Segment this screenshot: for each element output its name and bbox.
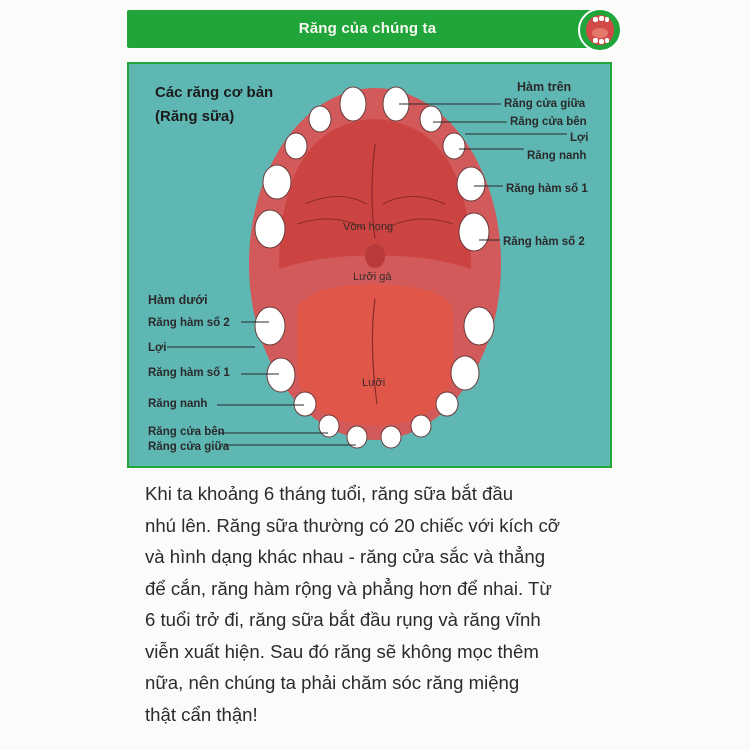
label-upper-central-incisor: Răng cửa giữa (504, 98, 586, 110)
lower-first-molar-right (451, 356, 479, 390)
upper-second-molar-left (255, 210, 285, 248)
header-bar (127, 10, 608, 48)
label-tongue: Lưỡi (362, 377, 386, 389)
lower-lateral-incisor-right (411, 415, 431, 437)
label-upper-second-molar: Răng hàm số 2 (503, 236, 585, 248)
upper-canine-right (443, 133, 465, 159)
page-title: Răng của chúng ta (298, 20, 437, 37)
label-upper-first-molar: Răng hàm số 1 (506, 183, 588, 195)
label-palate: Vòm họng (343, 221, 394, 233)
paragraph-line: để cắn, răng hàm rộng và phẳng hơn để nhai. Từ (145, 577, 552, 599)
lower-second-molar-left (255, 307, 285, 345)
paragraph-line: nhú lên. Răng sữa thường có 20 chiếc với kích cỡ (145, 514, 560, 536)
lower-canine-left (294, 392, 316, 416)
teeth-diagram (127, 62, 612, 468)
upper-first-molar-left (263, 165, 291, 199)
label-lower-first-molar: Răng hàm số 1 (148, 367, 230, 379)
label-upper-canine: Răng nanh (527, 150, 587, 162)
label-lower-lateral-incisor: Răng cửa bên (148, 426, 225, 438)
upper-first-molar-right (457, 167, 485, 201)
upper-lateral-incisor-right (420, 106, 442, 132)
upper-second-molar-right (459, 213, 489, 251)
label-upper-gum: Lợi (570, 132, 589, 144)
label-lower-gum: Lợi (148, 342, 167, 354)
tongue (297, 284, 453, 426)
lower-jaw-heading: Hàm dưới (148, 293, 208, 307)
label-upper-lateral-incisor: Răng cửa bên (510, 116, 587, 128)
paragraph-line: thật cẩn thận! (145, 703, 258, 725)
lower-lateral-incisor-left (319, 415, 339, 437)
upper-canine-left (285, 133, 307, 159)
body-paragraph (145, 478, 610, 730)
diagram-subtitle: (Răng sữa) (155, 108, 235, 125)
paragraph-line: viễn xuất hiện. Sau đó răng sẽ không mọc thêm (145, 640, 539, 662)
label-lower-central-incisor: Răng cửa giữa (148, 441, 230, 453)
label-lower-second-molar: Răng hàm số 2 (148, 317, 230, 329)
lower-second-molar-right (464, 307, 494, 345)
upper-lateral-incisor-left (309, 106, 331, 132)
upper-central-incisor-left (340, 87, 366, 121)
label-uvula: Lưỡi gà (353, 271, 392, 283)
paragraph-line: 6 tuổi trở đi, răng sữa bắt đầu rụng và răng vĩnh (145, 609, 541, 630)
paragraph-line: Khi ta khoảng 6 tháng tuổi, răng sữa bắt đầu (145, 483, 514, 504)
mouth-with-teeth-icon (577, 7, 623, 53)
upper-jaw-heading: Hàm trên (517, 80, 572, 94)
paragraph-line: nữa, nên chúng ta phải chăm sóc răng miệng (145, 672, 520, 693)
lower-first-molar-left (267, 358, 295, 392)
lower-central-incisor-right (381, 426, 401, 448)
lower-canine-right (436, 392, 458, 416)
paragraph-line: và hình dạng khác nhau - răng cửa sắc và thẳng (145, 546, 546, 567)
label-lower-canine: Răng nanh (148, 398, 208, 410)
diagram-title: Các răng cơ bản (155, 84, 274, 101)
uvula (365, 244, 385, 268)
